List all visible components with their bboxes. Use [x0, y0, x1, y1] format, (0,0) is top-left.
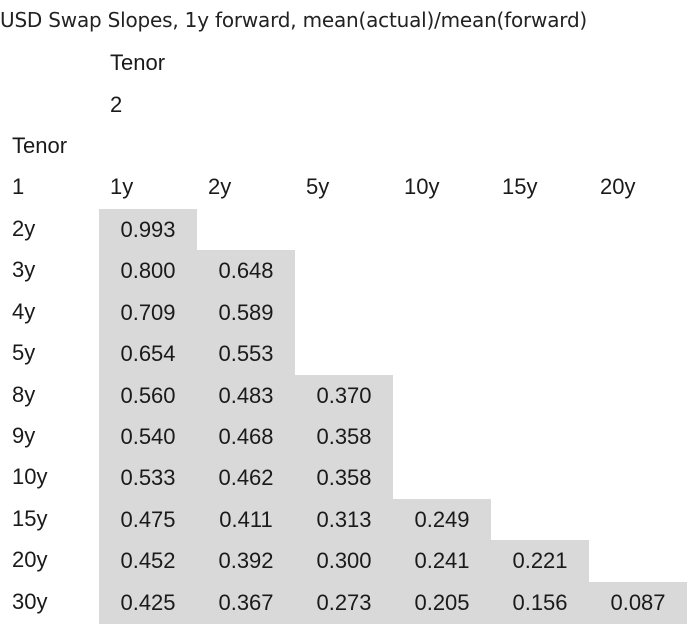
table-cell: 0.483 [197, 375, 295, 417]
row-header: 4y [12, 298, 36, 324]
table-title: USD Swap Slopes, 1y forward, mean(actual)/mean(forward) [0, 8, 588, 32]
table-cell: 0.392 [197, 540, 295, 582]
table-cell: 0.993 [99, 209, 197, 251]
table-cell: 0.411 [197, 499, 295, 541]
table-cell: 0.533 [99, 457, 197, 499]
table-cell: 0.540 [99, 416, 197, 458]
row-header: 15y [12, 505, 48, 531]
column-header: 1y [110, 174, 134, 199]
table-cell: 0.425 [99, 582, 197, 624]
table-cell: 0.553 [197, 333, 295, 375]
column-header: 20y [600, 174, 636, 199]
column-header: 10y [404, 174, 440, 199]
table-cell: 0.475 [99, 499, 197, 541]
table-cell: 0.800 [99, 250, 197, 292]
column-axis-label: Tenor [110, 50, 166, 75]
table-cell: 0.358 [295, 416, 393, 458]
table-cell: 0.249 [393, 499, 491, 541]
table-cell: 0.648 [197, 250, 295, 292]
table-cell: 0.300 [295, 540, 393, 582]
table-cell: 0.087 [589, 582, 687, 624]
table-cell: 0.367 [197, 582, 295, 624]
row-header: 8y [12, 381, 36, 407]
column-axis-number: 2 [110, 92, 123, 117]
table-cell: 0.370 [295, 375, 393, 417]
row-header: 9y [12, 423, 36, 448]
table-cell: 0.709 [99, 292, 197, 334]
table-cell: 0.452 [99, 540, 197, 582]
table-cell: 0.358 [295, 457, 393, 499]
row-header: 3y [12, 257, 36, 283]
row-header: 10y [12, 464, 48, 490]
table-cell: 0.273 [295, 582, 393, 624]
table-cell: 0.205 [393, 582, 491, 624]
row-header: 20y [12, 547, 48, 573]
table-cell: 0.241 [393, 540, 491, 582]
column-header: 2y [208, 174, 232, 199]
table-cell: 0.221 [491, 540, 589, 582]
row-axis-label: Tenor [12, 133, 68, 158]
table-cell: 0.468 [197, 416, 295, 458]
row-header: 5y [12, 340, 36, 366]
column-header: 5y [306, 174, 330, 199]
row-header: 30y [12, 588, 48, 614]
row-axis-number: 1 [12, 174, 25, 199]
table-cell: 0.654 [99, 333, 197, 375]
table-cell: 0.156 [491, 582, 589, 624]
column-header: 15y [502, 174, 538, 199]
row-header: 2y [12, 216, 36, 241]
table-cell: 0.313 [295, 499, 393, 541]
table-cell: 0.462 [197, 457, 295, 499]
table-cell: 0.589 [197, 292, 295, 334]
table-cell: 0.560 [99, 375, 197, 417]
